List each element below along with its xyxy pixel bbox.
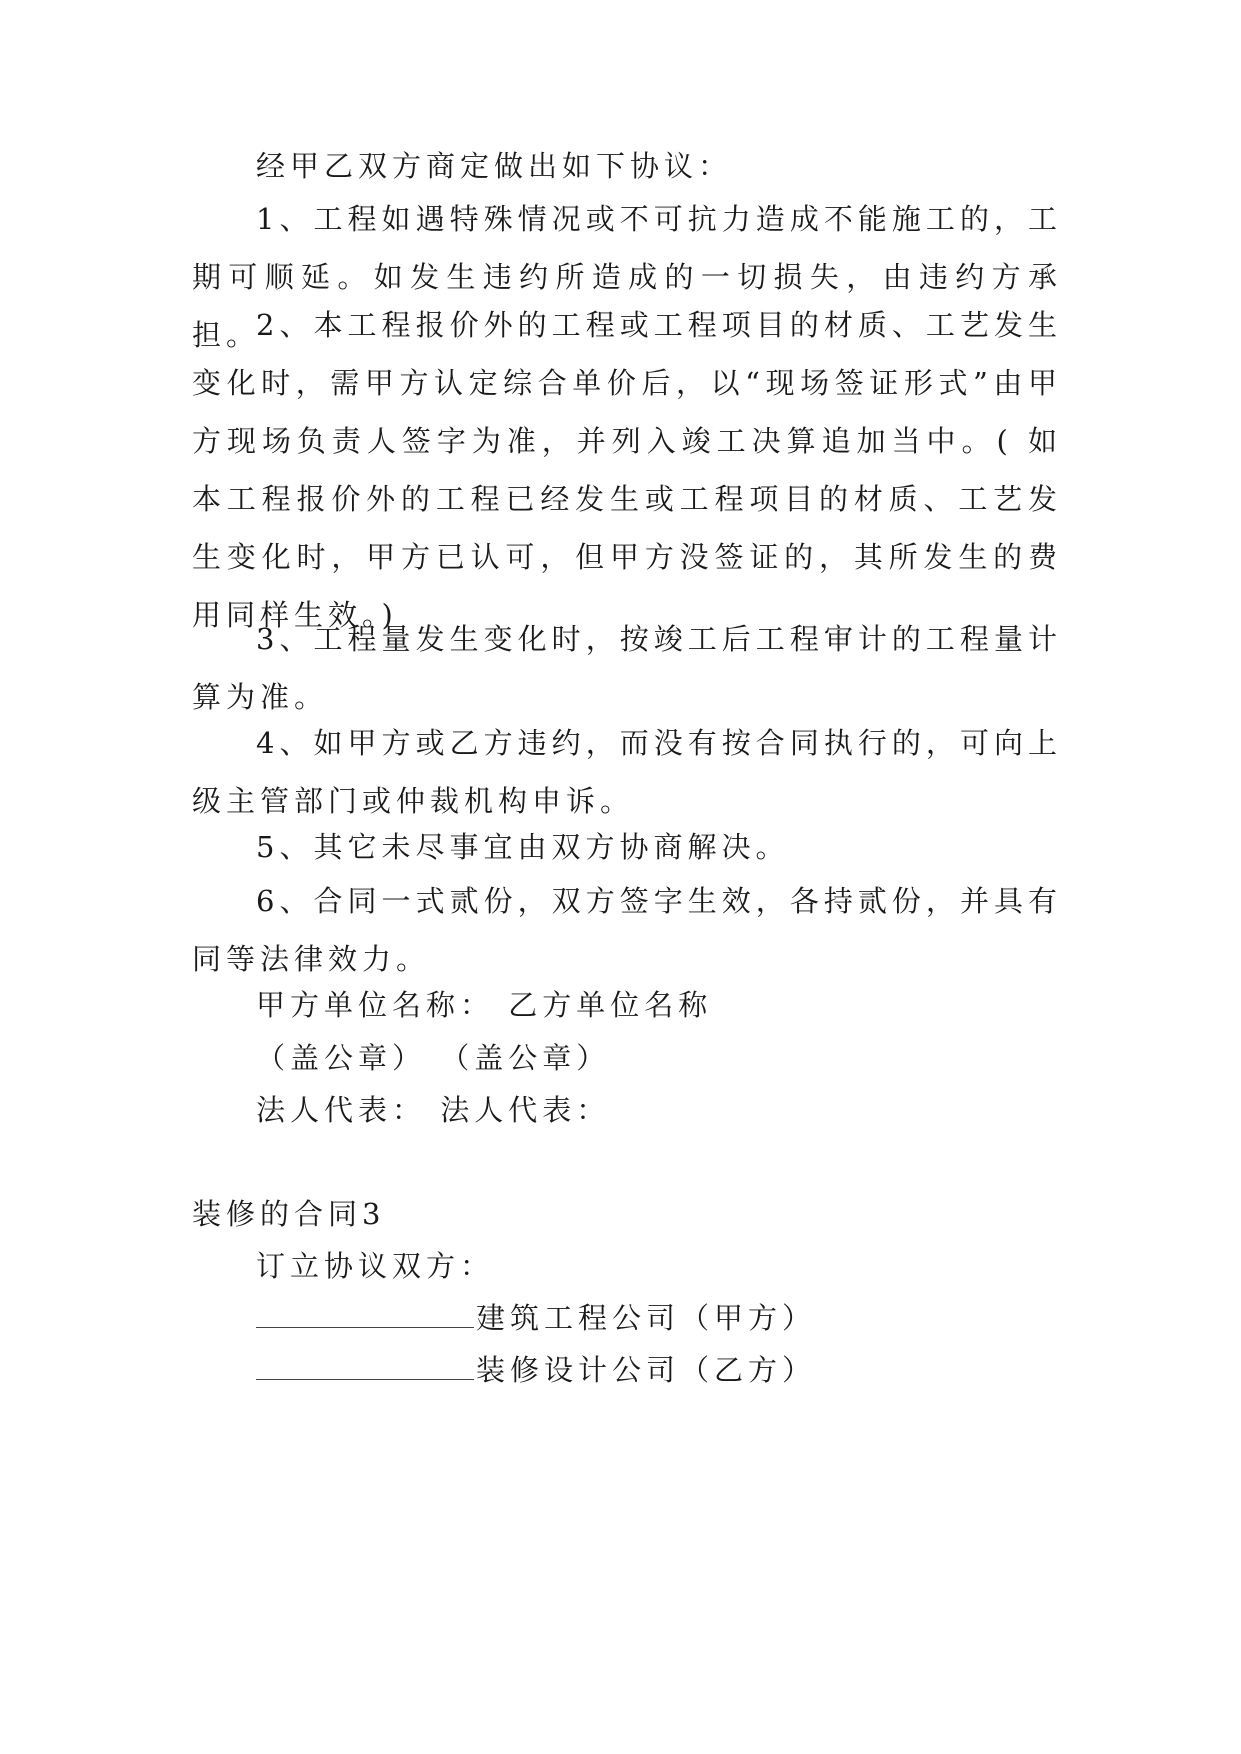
clause-2: 2、本工程报价外的工程或工程项目的材质、工艺发生变化时，需甲方认定综合单价后，以“现场签证形式”由甲方现场负责人签字为准，并列入竣工决算追加当中。( 如本工程报价外的工程已经发生或工程项目的材质、工艺发生变化时，甲方已认可，但甲方没签证的，其所发生的费用同样生效。) [192, 308, 1062, 632]
parties-label: 订立协议双方： [256, 1249, 495, 1283]
clause-3: 3、工程量发生变化时，按竣工后工程审计的工程量计算为准。 [192, 622, 1062, 714]
clause-5: 5、其它未尽事宜由双方协商解决。 [256, 830, 790, 864]
agreement-intro: 经甲乙双方商定做出如下协议： [256, 149, 733, 183]
signature-legal-representatives: 法人代表： 法人代表： [256, 1093, 611, 1127]
party-b-name: 装修设计公司（乙方） [476, 1353, 817, 1387]
clause-6: 6、合同一式贰份，双方签字生效，各持贰份，并具有同等法律效力。 [192, 884, 1062, 976]
party-a-line [256, 1289, 816, 1347]
clause-1: 1、工程如遇特殊情况或不可抗力造成不能施工的，工期可顺延。如发生违约所造成的一切损失，由违约方承担。 [192, 202, 1062, 352]
party-b-blank [256, 1357, 474, 1380]
signature-seals: （盖公章） （盖公章） [256, 1041, 611, 1075]
party-a-name: 建筑工程公司（甲方） [476, 1301, 817, 1335]
clause-4: 4、如甲方或乙方违约，而没有按合同执行的，可向上级主管部门或仲裁机构申诉。 [192, 726, 1062, 818]
party-a-blank [256, 1305, 474, 1328]
signature-party-names: 甲方单位名称： 乙方单位名称 [256, 988, 713, 1022]
party-b-line [256, 1341, 816, 1399]
section-title: 装修的合同3 [192, 1197, 386, 1231]
